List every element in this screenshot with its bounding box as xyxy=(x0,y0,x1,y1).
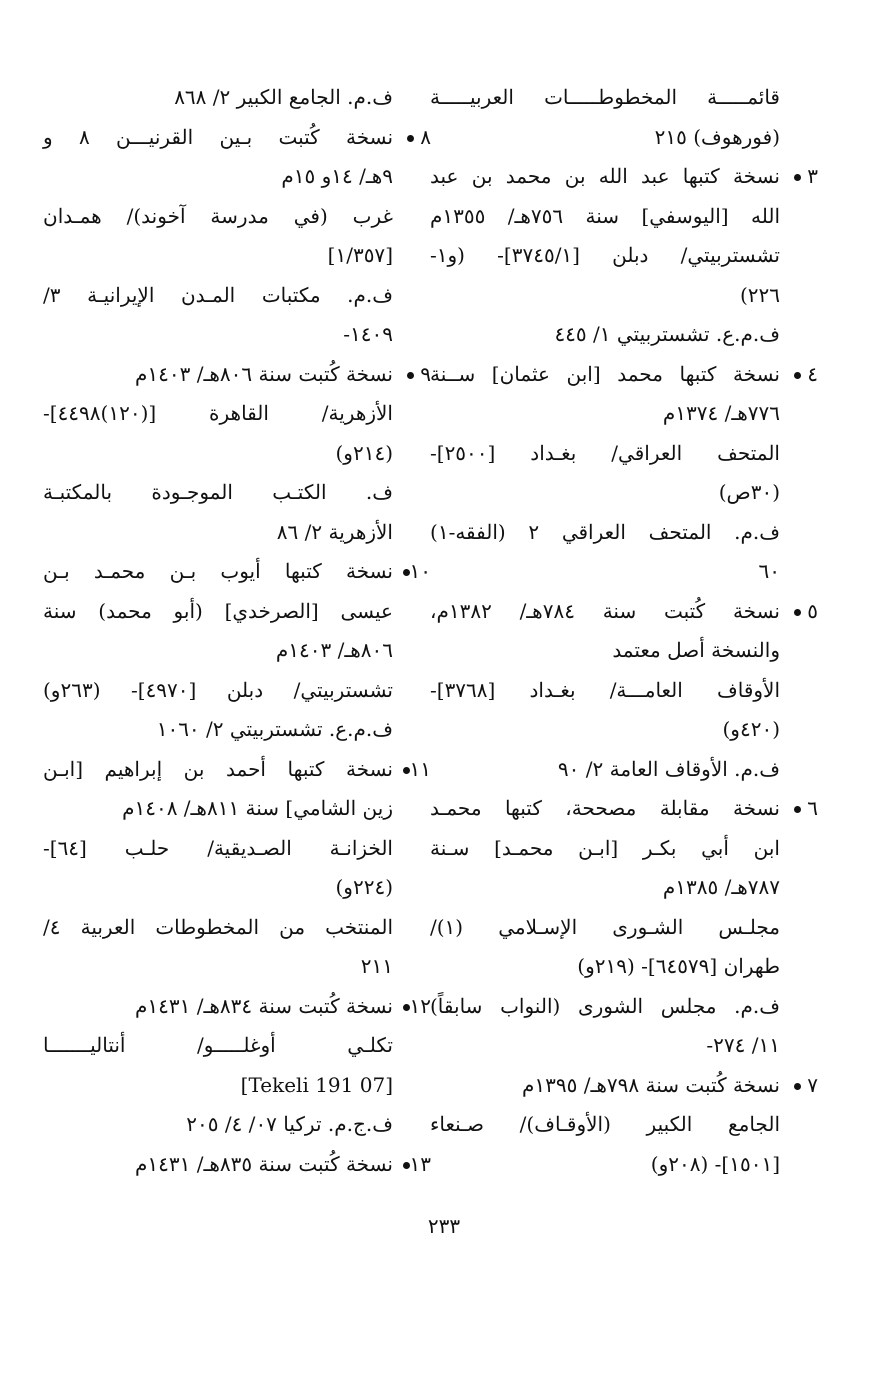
entry-number: ٦ xyxy=(788,789,818,829)
entry-line: نسخة كُتبت سنة ٧٩٨هـ/ ١٣٩٥م xyxy=(522,1072,780,1097)
entry-line: ١٤٠٩- xyxy=(343,322,393,346)
entry-number: ٧ xyxy=(788,1066,818,1106)
entry-line: ٧٨٧هـ/ ١٣٨٥م xyxy=(662,875,780,899)
entry-line: الجامع الكبير (الأوقـاف)/ صـنعاء xyxy=(430,1112,780,1136)
entry-line: ف.م. الأوقاف العامة ٢/ ٩٠ xyxy=(557,756,780,781)
entry-line: [١/٣٥٧] xyxy=(327,243,393,267)
continuation-line: ف.م. الجامع الكبير ٢/ ٨٦٨ xyxy=(174,85,393,109)
entry-line: المتحف العراقي/ بغـداد [٢٥٠٠]- xyxy=(430,440,780,465)
entry-line: ف. الكتـب الموجـودة بالمكتبـة xyxy=(43,480,393,504)
entry-line: نسخة كتبها محمد [ابن عثمان] ســنة xyxy=(430,361,780,386)
entry-line: ٢٢٦) xyxy=(739,282,780,307)
bullet-icon xyxy=(403,1004,410,1011)
manuscript-entry-7 xyxy=(430,1066,818,1185)
entry-line: مجلـس الشـورى الإسـلامي (١)/ xyxy=(430,914,780,939)
entry-line: تشستربيتي/ دبلن [٣٧٤٥/١]- (و١- xyxy=(430,243,780,267)
entry-line: نسخة كتبها أيوب بـن محمـد بـن xyxy=(43,559,393,583)
entry-line: [١٥٠١]- (٢٠٨و) xyxy=(650,1151,780,1176)
bullet-icon xyxy=(407,135,414,142)
manuscript-entry-10 xyxy=(43,552,431,750)
entry-number: ٨ xyxy=(401,118,431,158)
entry-line: (٢١٤و) xyxy=(335,440,393,465)
entry-line: [07 Tekeli 191] xyxy=(240,1072,393,1097)
entry-line: نسخة كُتبت سنة ٧٨٤هـ/ ١٣٨٢م، xyxy=(430,598,780,623)
manuscript-entry-12 xyxy=(43,987,431,1145)
bullet-icon xyxy=(794,372,801,379)
bullet-icon xyxy=(794,609,801,616)
entry-line: ٢١١ xyxy=(360,954,393,978)
entry-line: ١١/ ٢٧٤- xyxy=(706,1033,780,1057)
entry-line: (٣٠ص) xyxy=(718,480,780,504)
bullet-icon xyxy=(794,174,801,181)
entry-line: ف.م. المتحف العراقي ٢ (الفقه-١) xyxy=(430,519,780,544)
page-number: ٢٣٣ xyxy=(427,1214,461,1238)
entry-number: ١٠ xyxy=(397,552,431,592)
entry-line: نسخة كُتبت سنة ٨٣٥هـ/ ١٤٣١م xyxy=(135,1151,393,1176)
entry-number: ١٣ xyxy=(397,1145,431,1185)
bullet-icon xyxy=(794,1083,801,1090)
entry-line: ف.م.ع. تشستربيتي ٢/ ١٠٦٠ xyxy=(156,717,393,741)
entry-number: ١٢ xyxy=(397,987,431,1027)
manuscript-entry-6 xyxy=(430,789,818,1066)
bullet-icon xyxy=(794,806,801,813)
manuscript-entry-13 xyxy=(43,1145,431,1185)
continuation-line: قائمـــــة المخطوطـــــات العربيـــــة xyxy=(430,85,780,109)
entry-line: ف.م. مجلس الشورى (النواب سابقاً) xyxy=(430,993,780,1018)
entry-line: غرب (في مدرسة آخوند)/ همـدان xyxy=(43,203,393,228)
entry-line: الأوقاف العامـــة/ بغـداد [٣٧٦٨]- xyxy=(430,677,780,702)
entry-line: نسخة كتبها عبد الله بن محمد بن عبد xyxy=(430,164,780,188)
entry-line: ٩هـ/ ١٤و ١٥م xyxy=(281,164,393,188)
entry-line: (٤٢٠و) xyxy=(722,717,780,741)
manuscript-entry-11 xyxy=(43,750,431,987)
entry-number: ٩ xyxy=(401,355,431,395)
entry-number: ٣ xyxy=(788,157,818,197)
bullet-icon xyxy=(403,1162,410,1169)
entry-line: ف.ج.م. تركيا ٠٧/ ٤/ ٢٠٥ xyxy=(186,1112,393,1136)
entry-number: ١١ xyxy=(397,750,431,790)
entry-line: نسخة كُتبت بـين القرنيـــن ٨ و xyxy=(43,124,394,149)
entry-line: (٢٢٤و) xyxy=(335,875,393,899)
bullet-icon xyxy=(407,372,414,379)
right-column xyxy=(430,78,818,1184)
continuation-line: (فورهوف) ٢١٥ xyxy=(654,124,780,149)
entry-line: تشستربيتي/ دبلن [٤٩٧٠]- (٢٦٣و) xyxy=(43,677,393,702)
entry-line: ف.م. مكتبات المـدن الإيرانيـة ٣/ xyxy=(43,282,393,307)
entry-line: طهران [٦٤٥٧٩]- (٢١٩و) xyxy=(577,954,780,978)
manuscript-entry-9 xyxy=(43,355,431,553)
entry-line: ٨٠٦هـ/ ١٤٠٣م xyxy=(275,638,393,662)
manuscript-entry-8 xyxy=(43,118,431,355)
manuscript-entry-5 xyxy=(430,592,818,790)
entry-line: نسخة كُتبت سنة ٨٣٤هـ/ ١٤٣١م xyxy=(135,993,393,1018)
entry-line: الخزانـة الصـديقية/ حلـب [٦٤]- xyxy=(43,835,393,860)
entry-line: والنسخة أصل معتمد xyxy=(612,638,780,662)
entry-line: ابن أبي بكـر [ابـن محمـد] سـنة xyxy=(430,835,780,860)
entry-line: الله [اليوسفي] سنة ٧٥٦هـ/ ١٣٥٥م xyxy=(430,203,780,228)
entry-line: نسخة مقابلة مصححة، كتبها محمـد xyxy=(430,796,780,820)
entry-line: ف.م.ع. تشستربيتي ١/ ٤٤٥ xyxy=(554,322,780,346)
entry-line: الأزهرية ٢/ ٨٦ xyxy=(276,519,393,544)
entry-line: نسخة كتبها أحمد بن إبراهيم [ابـن xyxy=(43,756,393,781)
entry-line: نسخة كُتبت سنة ٨٠٦هـ/ ١٤٠٣م xyxy=(135,361,393,386)
entry-line: المنتخب من المخطوطات العربية ٤/ xyxy=(43,914,393,939)
manuscript-entry-3 xyxy=(430,157,818,355)
entry-line: تكلـي أوغلـــــو/ أنتاليـــــــا xyxy=(43,1033,393,1057)
entry-line: زين الشامي] سنة ٨١١هـ/ ١٤٠٨م xyxy=(122,796,393,820)
entry-line: الأزهرية/ القاهرة [(١٢٠)٤٤٩٨]- xyxy=(43,401,393,425)
left-column xyxy=(43,78,431,1184)
entry-line: ٦٠ xyxy=(758,559,780,583)
entry-line: ٧٧٦هـ/ ١٣٧٤م xyxy=(662,401,780,425)
entry-number: ٤ xyxy=(788,355,818,395)
bullet-icon xyxy=(403,767,410,774)
manuscript-entry-4 xyxy=(430,355,818,592)
bullet-icon xyxy=(403,569,410,576)
entry-number: ٥ xyxy=(788,592,818,632)
entry-line: عيسى [الصرخدي] (أبو محمد) سنة xyxy=(43,598,393,623)
